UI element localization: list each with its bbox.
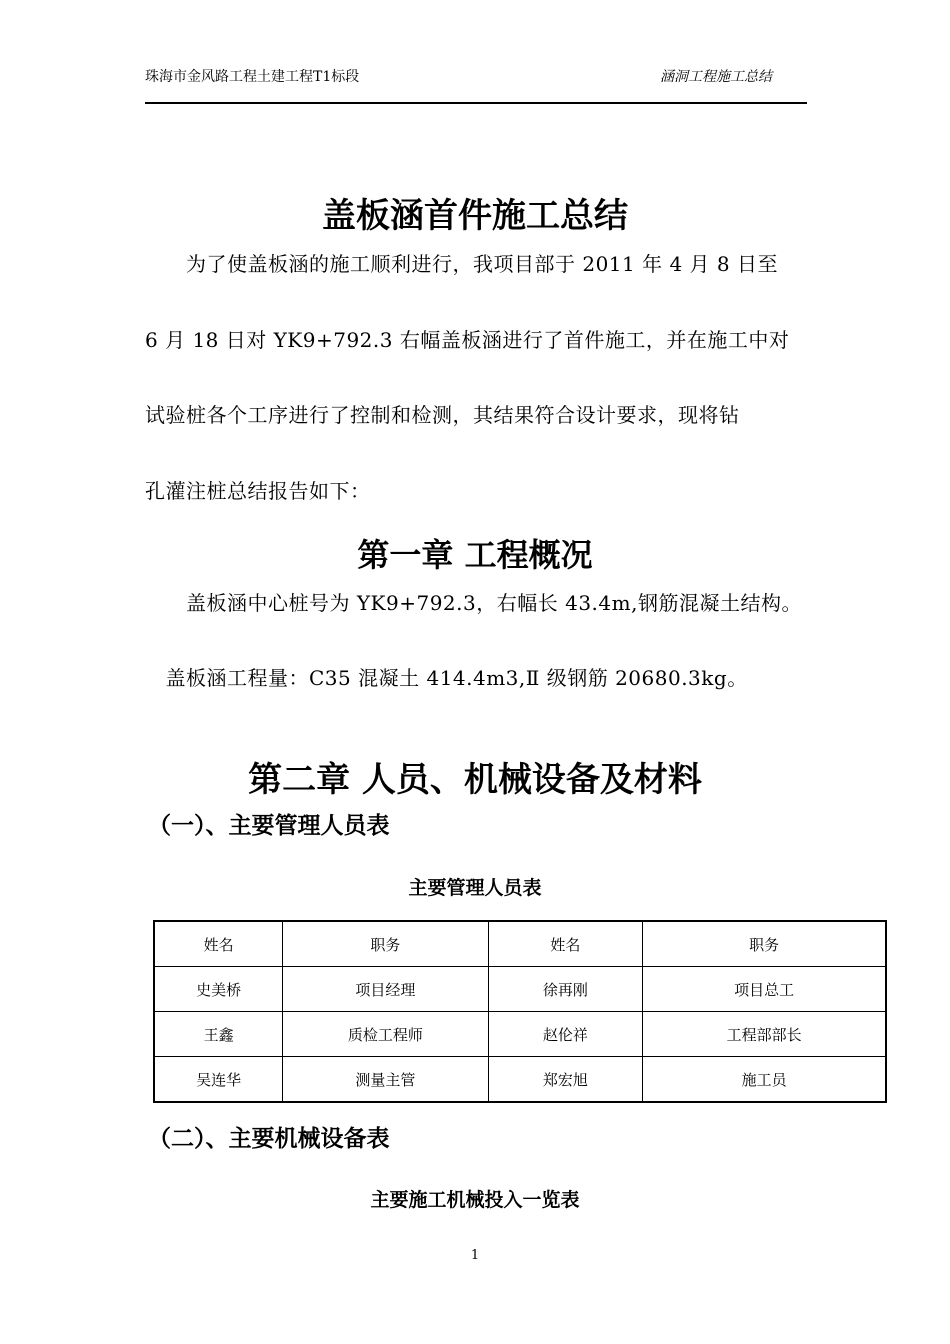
table-header-cell: 职务 — [283, 921, 488, 967]
table-cell: 项目总工 — [643, 967, 886, 1012]
machinery-table-title: 主要施工机械投入一览表 — [370, 1189, 580, 1211]
table-cell: 吴连华 — [154, 1057, 283, 1103]
table-cell: 项目经理 — [283, 967, 488, 1012]
table-header-row — [154, 921, 886, 967]
page-number: 1 — [470, 1248, 480, 1263]
table-cell: 史美桥 — [154, 967, 283, 1012]
document-title: 盖板涵首件施工总结 — [322, 196, 628, 236]
staff-table — [153, 920, 887, 1103]
table-header-cell: 姓名 — [154, 921, 283, 967]
intro-line-2: 6 月 18 日对 YK9+792.3 右幅盖板涵进行了首件施工，并在施工中对 — [145, 328, 790, 352]
table-row — [154, 1012, 886, 1057]
table-cell: 王鑫 — [154, 1012, 283, 1057]
chapter-1-line-1: 盖板涵中心桩号为 YK9+792.3，右幅长 43.4m,钢筋混凝土结构。 — [145, 591, 802, 615]
table-cell: 郑宏旭 — [488, 1057, 643, 1103]
table-cell: 工程部部长 — [643, 1012, 886, 1057]
section-machinery: （二）、主要机械设备表 — [148, 1126, 390, 1152]
chapter-2-heading: 第二章 人员、机械设备及材料 — [248, 760, 702, 800]
table-cell: 徐再刚 — [488, 967, 643, 1012]
intro-line-3: 试验桩各个工序进行了控制和检测，其结果符合设计要求，现将钻 — [145, 403, 740, 427]
header-document-name: 涵洞工程施工总结 — [660, 69, 772, 85]
table-cell: 测量主管 — [283, 1057, 488, 1103]
table-header-cell: 姓名 — [488, 921, 643, 967]
table-header-cell: 职务 — [643, 921, 886, 967]
chapter-1-line-2: 盖板涵工程量：C35 混凝土 414.4m3,Ⅱ 级钢筋 20680.3kg。 — [145, 666, 748, 690]
header-project-name: 珠海市金风路工程土建工程T1标段 — [145, 69, 360, 85]
section-management-staff: （一）、主要管理人员表 — [148, 813, 390, 839]
table-row — [154, 967, 886, 1012]
table-cell: 质检工程师 — [283, 1012, 488, 1057]
table-row — [154, 1057, 886, 1103]
chapter-1-heading: 第一章 工程概况 — [357, 536, 593, 574]
table-cell: 施工员 — [643, 1057, 886, 1103]
staff-table-title: 主要管理人员表 — [408, 877, 542, 899]
intro-line-1: 为了使盖板涵的施工顺利进行，我项目部于 2011 年 4 月 8 日至 — [145, 252, 778, 276]
intro-line-4: 孔灌注桩总结报告如下： — [145, 479, 371, 503]
header-divider — [145, 102, 807, 104]
table-cell: 赵伦祥 — [488, 1012, 643, 1057]
